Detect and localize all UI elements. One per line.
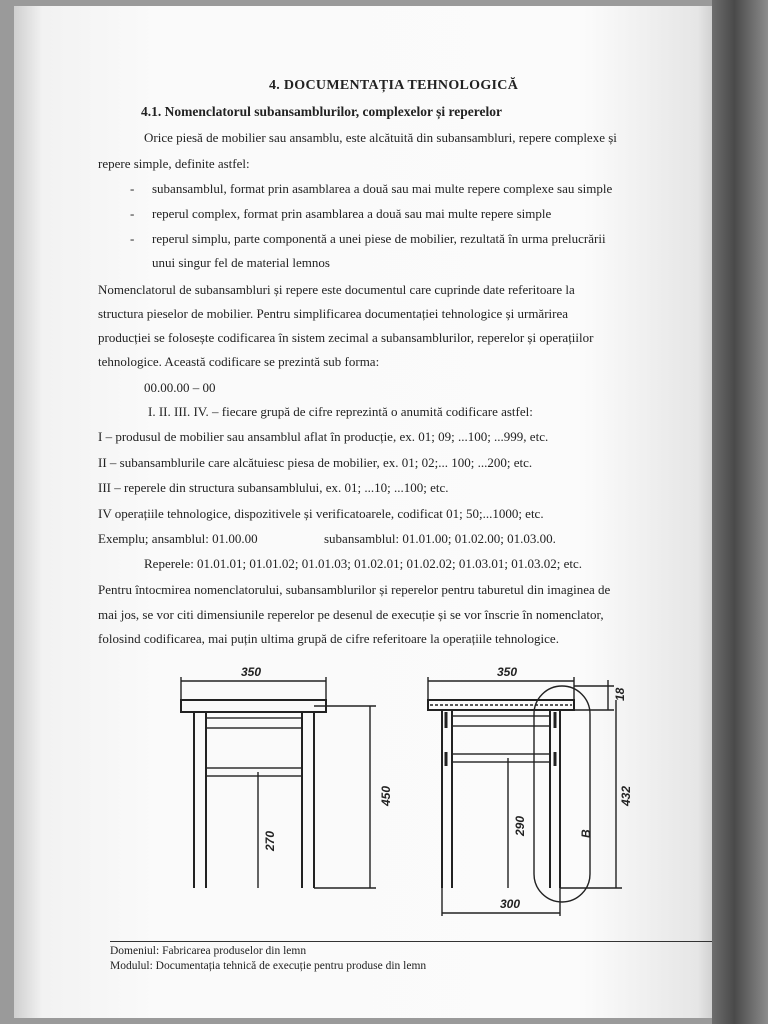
group-definition: II – subansamblurile care alcătuiesc piesa de mobilier, ex. 01; 02;... 100; ...200; etc. <box>98 455 533 470</box>
stool-front-view <box>181 677 376 888</box>
bullet-item: reperul simplu, parte componentă a unei piese de mobilier, rezultată în urma prelucrării <box>152 231 606 246</box>
document-page <box>14 6 726 1018</box>
paragraph-line: folosind codificarea, mai puțin ultima grupă de cifre referitoare la operațiile tehnologice. <box>98 631 559 646</box>
footer-module: Modulul: Documentația tehnică de execuție pentru produse din lemn <box>110 960 427 972</box>
rail <box>452 754 550 762</box>
dimension-label: 450 <box>379 785 393 806</box>
groups-line: I. II. III. IV. – fiecare grupă de cifre reprezintă o anumită codificare astfel: <box>148 404 533 419</box>
dimension-label: 350 <box>241 665 262 679</box>
code-format: 00.00.00 – 00 <box>144 380 216 395</box>
dimension-label: 350 <box>497 665 518 679</box>
example-parts: Reperele: 01.01.01; 01.01.02; 01.01.03; 01.02.01; 01.02.02; 01.03.01; 01.03.02; etc. <box>144 556 582 571</box>
paragraph-line: Pentru întocmirea nomenclatorului, subansamblurilor și reperelor pentru taburetul din imaginea de <box>98 582 611 597</box>
dimension-label: 270 <box>263 830 277 851</box>
stool-technical-drawing <box>14 656 726 916</box>
example-subassembly: subansamblul: 01.01.00; 01.02.00; 01.03.00. <box>324 531 556 546</box>
bullet-item-continuation: unui singur fel de material lemnos <box>152 255 330 270</box>
footer-divider <box>110 941 725 942</box>
dimension-label: 290 <box>513 815 527 836</box>
bullet-dash: - <box>130 206 135 221</box>
apron <box>206 718 302 728</box>
section-subtitle: 4.1. Nomenclatorul subansamblurilor, complexelor și reperelor <box>141 104 502 119</box>
bullet-item: subansamblul, format prin asamblarea a două sau mai multe repere complexe sau simple <box>152 181 613 196</box>
dimension-label: 300 <box>500 897 521 911</box>
dimension-label: 18 <box>613 687 627 701</box>
paragraph-line: structura pieselor de mobilier. Pentru simplificarea documentației tehnologice și urmărirea <box>98 306 569 321</box>
intro-line-1: Orice piesă de mobilier sau ansamblu, este alcătuită din subansambluri, repere complexe și <box>144 130 617 145</box>
seat-top <box>181 700 326 712</box>
paragraph-line: mai jos, se vor citi dimensiunile reperelor pe desenul de execuție și se vor înscrie în nomenclator, <box>98 607 604 622</box>
paragraph-line: producției se folosește codificarea în sistem zecimal a subansamblurilor, reperelor și operațiilor <box>98 330 594 345</box>
detail-outline <box>534 686 590 902</box>
paragraph-line: tehnologice. Această codificare se prezintă sub forma: <box>98 354 380 369</box>
group-definition: I – produsul de mobilier sau ansamblul aflat în producție, ex. 01; 09; ...100; ...999, etc. <box>98 429 549 444</box>
bullet-dash: - <box>130 231 135 246</box>
intro-line-2: repere simple, definite astfel: <box>98 156 250 171</box>
page-title: 4. DOCUMENTAȚIA TEHNOLOGICĂ <box>269 78 519 93</box>
group-definition: IV operațiile tehnologice, dispozitivele și verificatoarele, codificat 01; 50;...1000; etc. <box>98 506 544 521</box>
bullet-item: reperul complex, format prin asamblarea a două sau mai multe repere simple <box>152 206 552 221</box>
binding-shadow <box>712 0 768 1024</box>
group-definition: III – reperele din structura subansamblului, ex. 01; ...10; ...100; etc. <box>98 480 449 495</box>
stool-side-view <box>428 677 622 916</box>
footer-domain: Domeniul: Fabricarea produselor din lemn <box>110 945 307 957</box>
apron <box>452 716 550 726</box>
detail-label: B <box>579 829 593 838</box>
rail <box>206 768 302 776</box>
paragraph-line: Nomenclatorul de subansambluri și repere este documentul care cuprinde date referitoare la <box>98 282 575 297</box>
example-label: Exemplu; ansamblul: 01.00.00 <box>98 531 258 546</box>
bullet-dash: - <box>130 181 135 196</box>
dimension-label: 432 <box>619 785 633 806</box>
